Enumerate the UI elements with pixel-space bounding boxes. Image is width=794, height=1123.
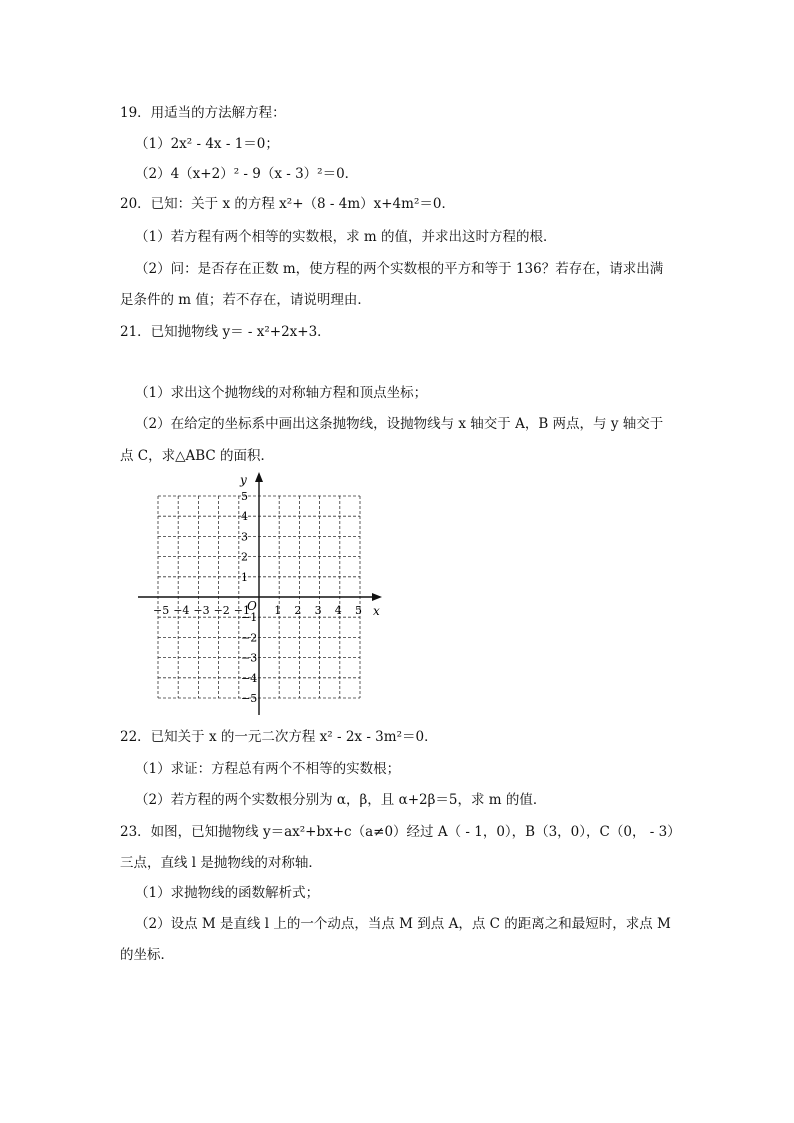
y-axis-arrow [255, 472, 263, 482]
q23-part2a: （2）设点 M 是直线 l 上的一个动点，当点 M 到点 A，点 C 的距离之和最短时，求点 M [135, 916, 671, 932]
coordinate-grid-figure [130, 470, 390, 720]
x-tick-label: 3 [314, 604, 322, 617]
x-tick-label: −2 [213, 604, 230, 617]
x-tick-label: 2 [294, 604, 302, 617]
y-tick-label: 4 [241, 510, 248, 524]
q23-title: 23．如图，已知抛物线 y＝ax²+bx+c（a≠0）经过 A（ - 1，0），B（3，0），C（0， - 3） [120, 824, 681, 840]
origin-label: O [247, 599, 257, 613]
y-axis-label: y [240, 473, 247, 487]
y-tick-label: −3 [241, 651, 258, 665]
q19-title: 19．用适当的方法解方程： [120, 105, 286, 121]
x-tick-label: −3 [193, 604, 210, 617]
q20-part2a: （2）问：是否存在正数 m，使方程的两个实数根的平方和等于 136？若存在，请求出满 [135, 261, 664, 277]
q20-title: 20．已知：关于 x 的方程 x²+（8 - 4m）x+4m²＝0． [120, 196, 455, 212]
x-axis-arrow [372, 593, 382, 601]
x-tick-label: 1 [274, 604, 282, 617]
y-tick-label: −4 [241, 671, 258, 685]
q20-part2b: 足条件的 m 值；若不存在，请说明理由． [120, 292, 371, 308]
x-tick-label: 5 [355, 604, 362, 617]
q22-title: 22．已知关于 x 的一元二次方程 x² - 2x - 3m²＝0． [120, 729, 438, 745]
q20-part1: （1）若方程有两个相等的实数根，求 m 的值，并求出这时方程的根． [135, 229, 557, 245]
q19-part2: （2）4（x+2）² - 9（x - 3）²＝0． [135, 166, 359, 182]
y-tick-label: −2 [241, 631, 258, 645]
q23-title-cont: 三点，直线 l 是抛物线的对称轴． [120, 855, 322, 871]
y-tick-label: 5 [241, 490, 248, 503]
y-tick-label: 1 [241, 570, 248, 584]
q21-part2a: （2）在给定的坐标系中画出这条抛物线，设抛物线与 x 轴交于 A，B 两点，与 y 轴交于 [135, 416, 664, 432]
q21-title: 21．已知抛物线 y＝ - x²+2x+3． [120, 324, 331, 340]
q23-part2b: 的坐标． [120, 947, 174, 963]
q21-part2b: 点 C，求△ABC 的面积． [120, 448, 275, 464]
q22-part2: （2）若方程的两个实数根分别为 α，β，且 α+2β＝5，求 m 的值． [135, 792, 547, 808]
y-tick-label: 3 [241, 530, 248, 544]
axes [138, 472, 382, 715]
y-tick-label: −1 [241, 611, 258, 625]
q23-part1: （1）求抛物线的函数解析式； [135, 885, 320, 901]
x-tick-labels [153, 604, 362, 617]
x-tick-label: −1 [233, 604, 251, 617]
x-axis-label: x [373, 604, 380, 618]
x-tick-label: 4 [334, 604, 342, 617]
q21-part1: （1）求出这个抛物线的对称轴方程和顶点坐标； [135, 385, 428, 401]
y-tick-label: −5 [241, 692, 258, 705]
y-tick-label: 2 [241, 550, 248, 564]
x-tick-label: −4 [173, 604, 190, 617]
coordinate-grid-svg [130, 470, 390, 720]
q19-part1: （1）2x² - 4x - 1＝0； [135, 136, 279, 152]
q22-part1: （1）求证：方程总有两个不相等的实数根； [135, 761, 401, 777]
x-tick-label: −5 [153, 604, 170, 617]
